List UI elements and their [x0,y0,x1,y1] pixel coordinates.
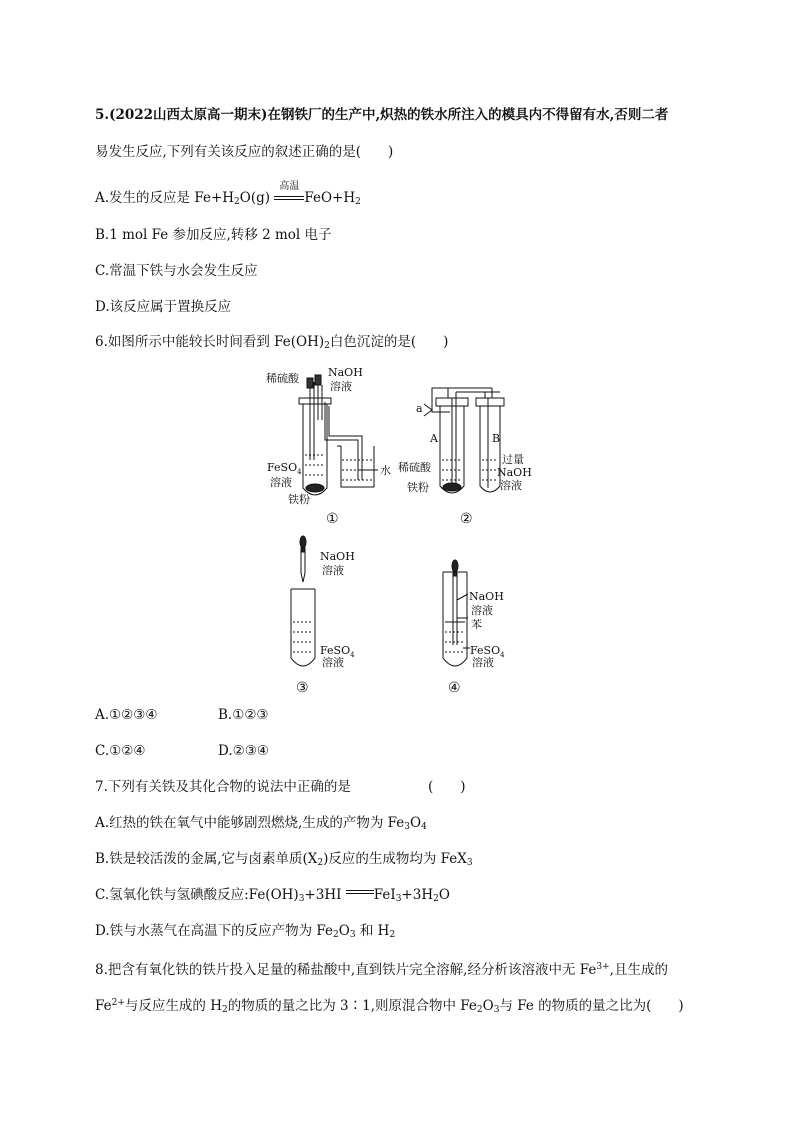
label-tube-a: A [430,432,438,445]
label-excess: 过量 [502,453,524,466]
label-solution: 溶液 [471,604,493,617]
q5-line1 [95,106,668,124]
label-solution: 溶液 [500,479,522,492]
label-solution: 溶液 [330,380,352,393]
figure-number-1: ① [326,511,339,527]
equals-sign [346,888,374,898]
figure-number-2: ② [460,511,473,527]
label-clip-a: a [416,402,423,415]
q7-option-a: A.红热的铁在氧气中能够剧烈燃烧,生成的产物为 $Fe_3O_4$ [95,815,427,832]
apparatus-figures [0,360,794,700]
label-benzene: 苯 [471,618,482,631]
q7-paren: ( ) [428,779,466,795]
label-naoh: NaOH [497,466,532,479]
q7-option-d: D.铁与水蒸气在高温下的反应产物为 $Fe_2O_3$ 和 $H_2$ [95,923,396,940]
q6-stem: 6.如图所示中能较长时间看到 $Fe(OH)_2$白色沉淀的是( ) [95,334,449,351]
label-feso4: FeSO$_4$ [267,461,302,476]
label-dilute-sulfuric-acid: 稀硫酸 [398,461,431,474]
label-iron-powder: 铁粉 [288,493,310,506]
label-solution: 溶液 [322,656,344,669]
reaction-condition: 高温 [274,188,304,204]
q5-stem-line2: 易发生反应,下列有关该反应的叙述正确的是( ) [95,144,394,160]
q6-option-d: D.②③④ [218,743,269,759]
q5-stem-line1: 5.(2022山西太原高一期末)在钢铁厂的生产中,炽热的铁水所注入的模具内不得留有水,否则二者 [95,107,669,123]
q7-option-c: C.氢氧化铁与氢碘酸反应$:Fe(OH)_3+3HI$ $FeI_3+3H_2O$ [95,887,450,904]
q6-option-b: B.①②③ [218,707,269,723]
figure-number-4: ④ [448,680,461,696]
label-tube-b: B [492,432,501,445]
label-naoh: NaOH [320,550,355,563]
figure-number-3: ③ [296,680,309,696]
figure-3 [291,536,315,666]
q6-option-a: A.①②③④ [95,707,158,723]
q5-option-a: A.发生的反应是 $Fe+H_2O(g)$ 高温 $FeO+H_2$ [95,181,361,207]
q7-stem: 7.下列有关铁及其化合物的说法中正确的是 [95,779,351,795]
label-solution: 溶液 [270,476,292,489]
q5-line2 [95,143,393,161]
label-naoh: NaOH [328,366,363,379]
q8-line2: $Fe^{2+}$与反应生成的 $H_2$的物质的量之比为 3∶1,则原混合物中 $Fe_2O_3$与 Fe 的物质的量之比为( ) [95,998,684,1015]
q5-option-d: D.该反应属于置换反应 [95,299,232,315]
figure-1 [299,375,378,495]
label-naoh: NaOH [469,590,504,603]
label-feso4: FeSO$_4$ [470,644,505,659]
label-iron-powder: 铁粉 [407,481,429,494]
q5-option-c: C.常温下铁与水会发生反应 [95,263,258,279]
q5-option-b: B.1 mol Fe 参加反应,转移 2 mol 电子 [95,227,332,243]
label-water: 水 [380,464,391,477]
q6-option-c: C.①②④ [95,743,146,759]
label-solution: 溶液 [472,656,494,669]
label-solution: 溶液 [322,564,344,577]
q7-option-b: B.铁是较活泼的金属,它与卤素单质$(X_2)$反应的生成物均为 FeX$_3$ [95,851,473,868]
label-dilute-sulfuric-acid: 稀硫酸 [266,372,299,385]
figure-4 [443,560,470,666]
q8-line1: 8.把含有氧化铁的铁片投入足量的稀盐酸中,直到铁片完全溶解,经分析该溶液中无 $Fe^{3+}$,且生成的 [95,962,668,978]
label-feso4: FeSO$_4$ [320,644,355,659]
